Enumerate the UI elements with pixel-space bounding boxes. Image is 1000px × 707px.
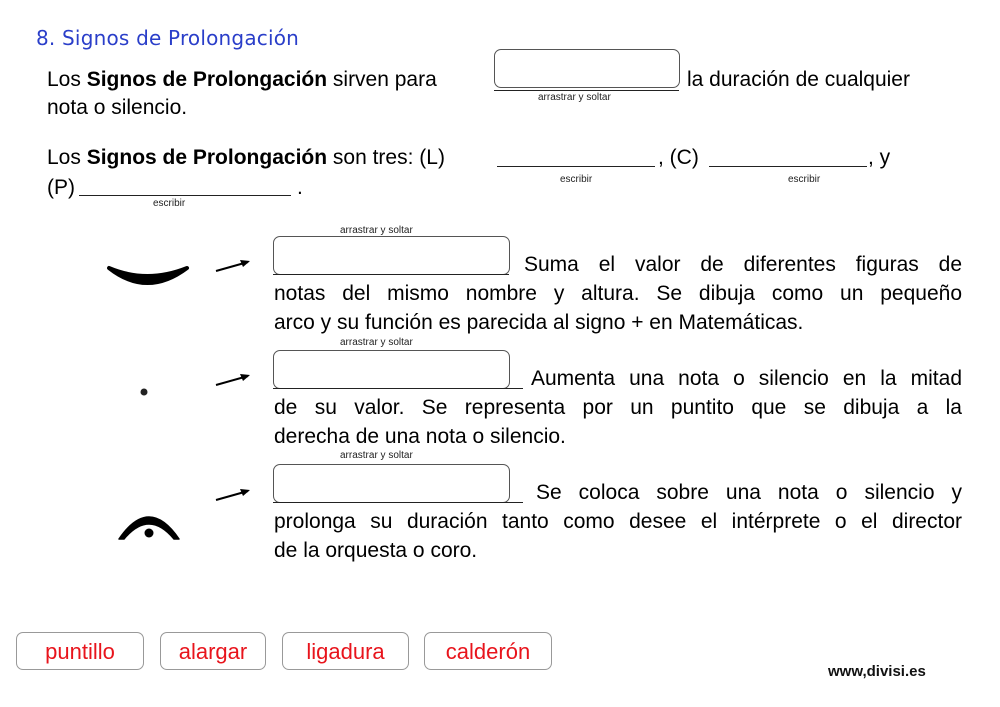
footer-url: www,divisi.es bbox=[828, 663, 926, 680]
chip-ligadura[interactable]: ligadura bbox=[282, 632, 409, 670]
write-field-l-hint: escribir bbox=[560, 174, 593, 185]
arrow-icon bbox=[214, 369, 254, 389]
write-field-c-hint: escribir bbox=[788, 174, 821, 185]
sentence-1-start bbox=[47, 65, 437, 94]
sentence-1-post: la duración de cualquier bbox=[687, 68, 910, 91]
item-2-text bbox=[274, 364, 962, 451]
item-2-line2: de su valor. Se representa por un puntito que se dibuja a la bbox=[274, 396, 962, 419]
drop-zone-2-hint: arrastrar y soltar bbox=[340, 225, 413, 236]
write-field-p[interactable] bbox=[79, 195, 291, 196]
write-field-p-hint: escribir bbox=[153, 198, 186, 209]
item-2-line3: derecha de una nota o silencio. bbox=[274, 425, 566, 448]
drop-zone-1-underline bbox=[494, 90, 679, 91]
write-field-c[interactable] bbox=[709, 166, 867, 167]
drop-zone-3-hint: arrastrar y soltar bbox=[340, 337, 413, 348]
drop-zone-1-hint: arrastrar y soltar bbox=[538, 92, 611, 103]
fermata-icon bbox=[114, 503, 184, 543]
chip-puntillo[interactable]: puntillo bbox=[16, 632, 144, 670]
sentence-2-bold: Signos de Prolongación bbox=[86, 146, 328, 169]
sentence-2-p: (P) bbox=[47, 176, 75, 199]
write-field-l[interactable] bbox=[497, 166, 655, 167]
page-title: 8. Signos de Prolongación bbox=[36, 26, 300, 50]
sentence-2-end: . bbox=[297, 176, 303, 199]
drop-zone-1[interactable] bbox=[494, 49, 680, 88]
sentence-1-bold: Signos de Prolongación bbox=[86, 68, 328, 91]
item-1-line1: Suma el valor de diferentes figuras de bbox=[524, 253, 962, 276]
sentence-2-start bbox=[47, 143, 445, 172]
sentence-2-mid: son tres: (L) bbox=[327, 146, 445, 169]
arrow-icon bbox=[214, 484, 254, 504]
sentence-2-y: , y bbox=[868, 146, 891, 169]
item-3-line2: prolonga su duración tanto como desee el intérprete o el director bbox=[274, 510, 962, 533]
item-2-line1: Aumenta una nota o silencio en la mitad bbox=[531, 367, 962, 390]
drop-zone-4-hint: arrastrar y soltar bbox=[340, 450, 413, 461]
item-3-text bbox=[274, 478, 962, 565]
sentence-1-pre: Los bbox=[47, 68, 87, 91]
dot-icon bbox=[138, 386, 150, 398]
sentence-1-mid: sirven para bbox=[327, 68, 437, 91]
sentence-2-pre: Los bbox=[47, 146, 87, 169]
sentence-2-c: , (C) bbox=[658, 146, 699, 169]
sentence-1-line2: nota o silencio. bbox=[47, 96, 188, 119]
tie-icon bbox=[105, 262, 191, 298]
item-1-text bbox=[274, 250, 962, 337]
chip-alargar[interactable]: alargar bbox=[160, 632, 266, 670]
arrow-icon bbox=[214, 255, 254, 275]
item-3-line1: Se coloca sobre una nota o silencio y bbox=[536, 481, 962, 504]
chip-calderon[interactable]: calderón bbox=[424, 632, 552, 670]
item-3-line3: de la orquesta o coro. bbox=[274, 539, 478, 562]
item-1-line3: arco y su función es parecida al signo + en Matemáticas. bbox=[274, 311, 804, 334]
item-1-line2: notas del mismo nombre y altura. Se dibuja como un pequeño bbox=[274, 282, 962, 305]
